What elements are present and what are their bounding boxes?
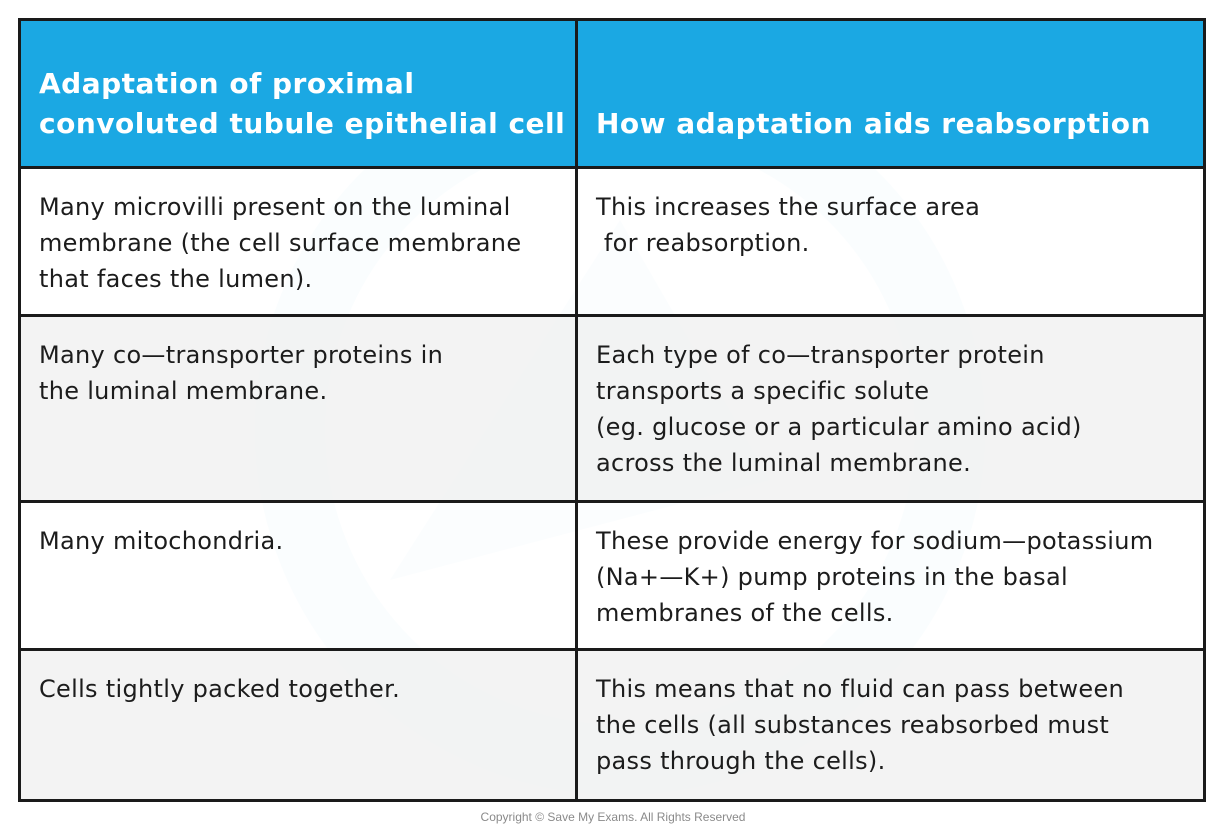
- table-row-3-adaptation: [21, 503, 578, 651]
- cell-line: (eg. glucose or a particular amino acid): [596, 413, 1082, 441]
- cell-line: across the luminal membrane.: [596, 449, 972, 477]
- header-adaptation-line: Adaptation of proximal: [39, 67, 415, 100]
- cell-line: pass through the cells).: [596, 747, 886, 775]
- cell-line: This increases the surface area: [596, 193, 981, 221]
- cell-line: membranes of the cells.: [596, 599, 894, 627]
- cell-line: transports a specific solute: [596, 377, 930, 405]
- table-row-4-explanation: [578, 651, 1203, 799]
- copyright-notice: Copyright © Save My Exams. All Rights Reserved: [480, 810, 746, 824]
- cell-line: membrane (the cell surface membrane: [39, 229, 522, 257]
- cell-line: the cells (all substances reabsorbed must: [596, 711, 1110, 739]
- cell-line: Each type of co—transporter protein: [596, 341, 1045, 369]
- table-row-1-adaptation: [21, 169, 578, 317]
- cell-line: Many microvilli present on the luminal: [39, 193, 511, 221]
- cell-line: that faces the lumen).: [39, 265, 313, 293]
- table-row-2-explanation: [578, 317, 1203, 503]
- header-how-aids: [578, 21, 1203, 169]
- header-how-aids-label: How adaptation aids reabsorption: [596, 107, 1151, 140]
- adaptation-table: [18, 18, 1206, 802]
- cell-line: for reabsorption.: [596, 229, 810, 257]
- table-row-2-adaptation: [21, 317, 578, 503]
- table-row-1-explanation: [578, 169, 1203, 317]
- cell-line: These provide energy for sodium—potassium: [596, 527, 1154, 555]
- cell-line: Cells tightly packed together.: [39, 675, 401, 703]
- cell-line: Many co—transporter proteins in: [39, 341, 444, 369]
- cell-line: (Na+—K+) pump proteins in the basal: [596, 563, 1068, 591]
- header-adaptation-line: convoluted tubule epithelial cell: [39, 107, 566, 140]
- table-row-3-explanation: [578, 503, 1203, 651]
- table-row-4-adaptation: [21, 651, 578, 799]
- cell-line: Many mitochondria.: [39, 527, 284, 555]
- cell-line: the luminal membrane.: [39, 377, 328, 405]
- cell-line: This means that no fluid can pass between: [596, 675, 1125, 703]
- header-adaptation: [21, 21, 578, 169]
